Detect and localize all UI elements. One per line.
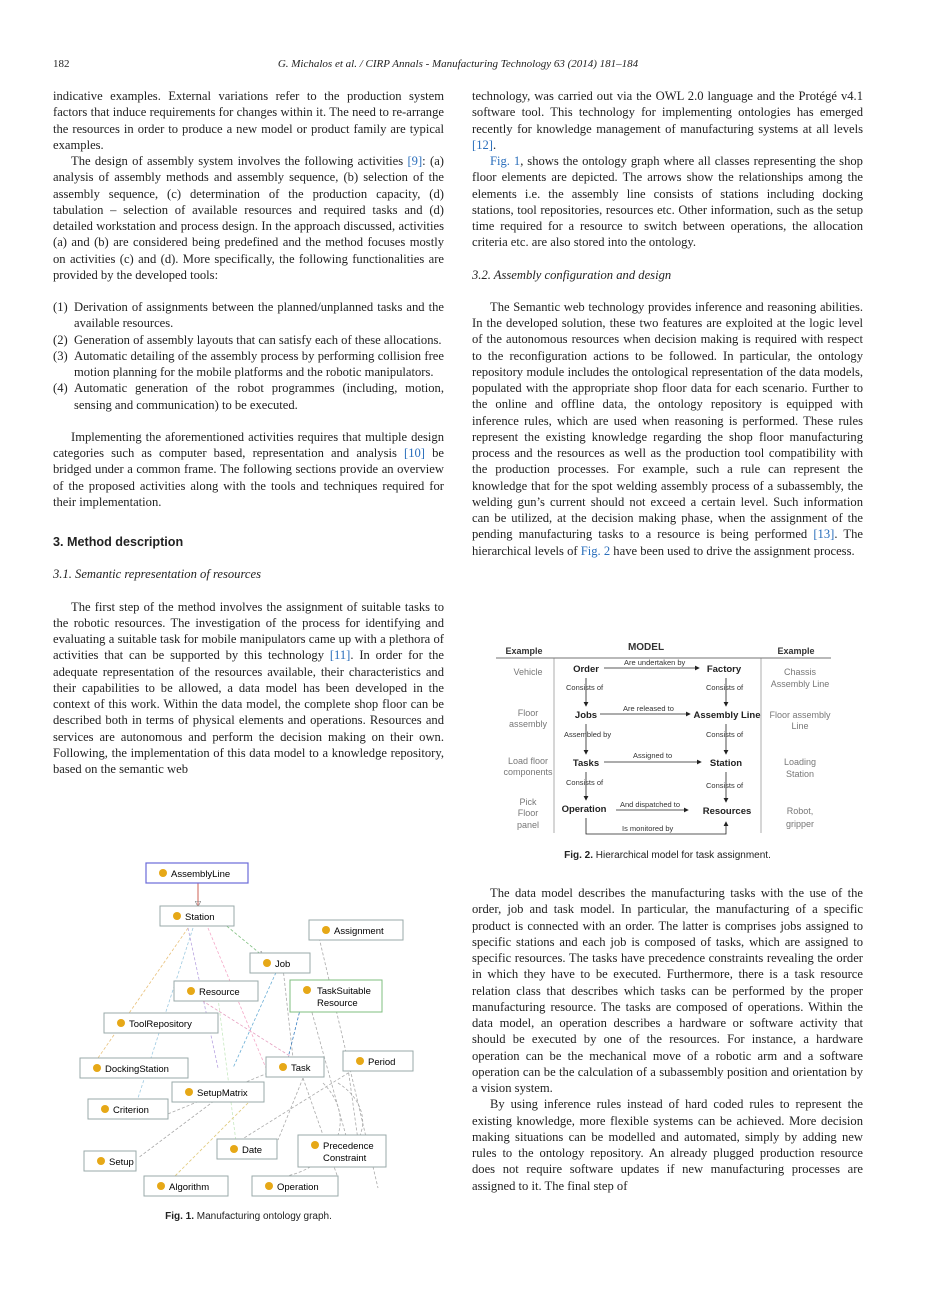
svg-text:Station: Station <box>785 769 815 779</box>
citation-link[interactable]: [11] <box>329 648 351 663</box>
right-column <box>472 88 863 559</box>
citation-link[interactable]: [13] <box>813 527 835 542</box>
svg-text:Assigned to: Assigned to <box>633 751 673 760</box>
svg-text:Assembly Line: Assembly Line <box>770 679 830 689</box>
examples-right <box>769 667 831 829</box>
figure-2-caption: Fig. 2. Hierarchical model for task assignment. <box>564 850 771 861</box>
svg-text:Is monitored by: Is monitored by <box>622 824 674 833</box>
svg-text:Tasks: Tasks <box>572 758 600 769</box>
node-resource[interactable] <box>174 981 258 1001</box>
svg-text:Are undertaken by: Are undertaken by <box>624 658 686 667</box>
node-assemblyline[interactable] <box>146 863 248 883</box>
citation-link[interactable]: [9] <box>407 154 423 168</box>
svg-text:components: components <box>503 767 553 777</box>
node-setup[interactable] <box>84 1151 136 1171</box>
svg-text:Station: Station <box>185 912 215 923</box>
svg-text:Operation: Operation <box>561 804 607 815</box>
svg-text:Date: Date <box>242 1145 263 1156</box>
svg-text:Algorithm: Algorithm <box>169 1182 210 1193</box>
paragraph: technology, was carried out via the OWL 2.0 language and the Protégé v4.1 software tool. This technology for implementing ontologies has emerged recently for knowledge management of manufacturing systems at all levels [12]. <box>472 89 863 152</box>
svg-text:Assembly Line: Assembly Line <box>693 710 761 721</box>
svg-text:Floor: Floor <box>517 808 539 818</box>
node-dockingstation[interactable] <box>80 1058 188 1078</box>
right-column-lower <box>472 885 863 1194</box>
svg-text:Floor: Floor <box>517 708 539 718</box>
paragraph: The first step of the method involves the assignment of suitable tasks to the robotic resources. The investigation of the process for identifying and evaluating a suitable task for mobile manipulators came up with a plethora of activities that can be supported by this technology [11]. In order for the adequate representation of the resources available, their characteristics and their capabilities to be allowed, a data model has been developed in the context of this work. Within the data model, the complete shop floor can be described both in terms of physical elements and operations. Resources and services are autonomous and perform the decision making on their own. Following, the implementation of this data model to a knowledge repository, based on the semantic web <box>53 599 444 776</box>
node-job[interactable] <box>250 953 310 973</box>
section-heading: 3. Method description <box>53 535 184 549</box>
subsection-heading: 3.2. Assembly configuration and design <box>472 267 672 282</box>
svg-text:Example: Example <box>505 646 543 656</box>
figure-link[interactable]: Fig. 1 <box>490 154 521 168</box>
svg-text:And dispatched to: And dispatched to <box>620 800 681 809</box>
node-task[interactable] <box>266 1057 324 1077</box>
list-item: (4) Automatic generation of the robot programmes (including, motion, sensing and communication) to be executed. <box>53 381 444 412</box>
svg-text:Resource: Resource <box>199 987 240 998</box>
svg-text:Line: Line <box>791 721 809 731</box>
svg-text:Constraint: Constraint <box>323 1153 367 1164</box>
examples-left <box>503 667 553 830</box>
citation-link[interactable]: [10] <box>404 446 425 460</box>
svg-text:Resources: Resources <box>702 806 752 817</box>
node-assignment[interactable] <box>309 920 403 940</box>
svg-text:Are released to: Are released to <box>623 704 674 713</box>
svg-text:Robot,: Robot, <box>786 806 814 816</box>
node-date[interactable] <box>217 1139 277 1159</box>
node-tasksuitableresource[interactable] <box>290 980 382 1012</box>
node-setupmatrix[interactable] <box>172 1082 264 1102</box>
svg-text:Criterion: Criterion <box>113 1105 149 1116</box>
node-operation[interactable] <box>252 1176 338 1196</box>
list-item: (2) Generation of assembly layouts that can satisfy each of these allocations. <box>53 332 442 347</box>
svg-text:Operation: Operation <box>277 1182 319 1193</box>
left-column <box>53 88 444 777</box>
page-header <box>53 58 863 72</box>
svg-text:Example: Example <box>777 646 815 656</box>
svg-text:Jobs: Jobs <box>574 710 598 721</box>
svg-text:Consists of: Consists of <box>706 730 744 739</box>
svg-text:Loading: Loading <box>783 757 817 767</box>
svg-text:Assembled by: Assembled by <box>564 730 612 739</box>
subsection-heading: 3.1. Semantic representation of resources <box>53 567 261 582</box>
node-criterion[interactable] <box>88 1099 168 1119</box>
node-toolrepository[interactable] <box>104 1013 218 1033</box>
node-period[interactable] <box>343 1051 413 1071</box>
paragraph: Fig. 1, shows the ontology graph where all classes representing the shop floor elements are depicted. The arrows show the relationships among the elements i.e. the assembly line consists of stations including docking stations, tool repositories, resources etc. Other information, such as the setup time required for a resource to switch between operations, the allocation criteria etc. are also stored into the ontology. <box>472 154 863 250</box>
svg-text:gripper: gripper <box>785 819 815 829</box>
svg-text:Period: Period <box>368 1057 396 1068</box>
svg-text:Precedence: Precedence <box>323 1141 374 1152</box>
ontology-graph-figure <box>78 858 418 1203</box>
svg-text:Job: Job <box>275 959 291 970</box>
svg-text:DockingStation: DockingStation <box>105 1064 169 1075</box>
svg-text:Assignment: Assignment <box>334 926 384 937</box>
figure-link[interactable]: Fig. 2 <box>580 543 611 558</box>
svg-text:Factory: Factory <box>706 664 742 675</box>
svg-text:SetupMatrix: SetupMatrix <box>197 1088 248 1099</box>
journal-citation: G. Michalos et al. / CIRP Annals - Manufacturing Technology 63 (2014) 181–184 <box>277 58 639 70</box>
hierarchical-model-figure <box>496 638 838 838</box>
page-number: 182 <box>53 58 70 70</box>
svg-text:Consists of: Consists of <box>706 781 744 790</box>
paragraph: The design of assembly system involves the following activities [9]: (a) analysis of assembly methods and assembly sequence, (b) selection of the assembly sequence, (c) determination of the production capacity, (d) tabulation – selection of available resources and required tasks and (d) detailed workstation and process design. In the approach discussed, activities (a) and (b) are considered being predefined and the method focuses mostly on activities (c) and (d). More specifically, the following functionalities are provided by the developed tools: <box>53 154 445 282</box>
svg-text:Consists of: Consists of <box>566 778 604 787</box>
paragraph: By using inference rules instead of hard coded rules to represent the existing knowledge, more flexible systems can be achieved. More decision making situations can be modelled and automated, simply by adding new rules to the ontology repository. An already plugged production resource does not require software updates if new manufacturing processes are assigned to it. The final step of <box>472 1097 863 1193</box>
paragraph: The data model describes the manufacturing tasks with the use of the order, job and task model. In particular, the manufacturing of a specific product is connected with an order. The latter is comprises jobs assigned to specific stations and each job is composed of tasks, which are assigned to specific resources. The tasks have precedence constraints revealing the order in which they have to be executed. Furthermore, there is a task resource relation class that describes which tasks can be performed by the proper manufacturing resource. The tasks are composed of operations. Within the data model, an operation describes a hardware or software activity that should be executed by one of the resources. For instance, a hardware operation can be the mechanical move of a robotic arm and a software operation can be the calculation of a subassembly position and orientation by a vision system. <box>472 886 863 1095</box>
svg-text:Resource: Resource <box>317 998 358 1009</box>
svg-text:Pick: Pick <box>519 797 537 807</box>
svg-text:Consists of: Consists of <box>566 683 604 692</box>
svg-text:Chassis: Chassis <box>783 667 817 677</box>
paragraph: The Semantic web technology provides inference and reasoning abilities. In the developed solution, these two features are exploited at the logic level of the autonomous resources when decision making is required with respect to the reconfiguration actions to be followed. In particular, the ontology repository module includes the ontological representation of the data models, populated with the appropriate shop floor data for each scenario. Further to the online and offline data, the ontology repository is equipped with inference rules, which are used when reasoning is performed. These rules represent the existing knowledge regarding the shop floor manufacturing process and the resources as well as the production tool compatibility with the production processes. For example, such a rule can represent the knowledge that for the spot welding assembly process of a subassembly, the welding gun’s current should not exceed a certain level. Such information can be utilized, at the decision making phase, when the assignment of the pending manufacturing tasks to a resource is being performed [13]. The hierarchical levels of Fig. 2 have been used to drive the assignment process. <box>472 299 863 558</box>
node-station[interactable] <box>160 906 234 926</box>
node-precedenceconstraint[interactable] <box>298 1135 386 1167</box>
list-item: (3) Automatic detailing of the assembly process by performing collision free motion planning for the mobile platforms and the robotic manipulators. <box>53 348 444 379</box>
paragraph: Implementing the aforementioned activities requires that multiple design categories such as computer based, representation and analysis [10] be bridged under a common frame. The following sections provide an overview of the proposed activities along with the tools and techniques required for their implementation. <box>53 429 444 509</box>
citation-link[interactable]: [12] <box>472 137 493 152</box>
functionality-list <box>53 299 444 413</box>
svg-text:Floor assembly: Floor assembly <box>769 710 831 720</box>
svg-text:panel: panel <box>516 820 540 830</box>
model-headers <box>505 642 814 656</box>
list-item: (1) Derivation of assignments between the planned/unplanned tasks and the available resources. <box>53 300 444 331</box>
svg-text:Task: Task <box>291 1063 311 1074</box>
paragraph: indicative examples. External variations refer to the production system factors that induce requirements for changes within it. The need to re-arrange the resources in order to produce a new model or product family are typical examples. <box>53 89 444 152</box>
svg-text:Vehicle: Vehicle <box>513 667 543 677</box>
svg-text:AssemblyLine: AssemblyLine <box>171 869 231 880</box>
svg-text:Load floor: Load floor <box>507 756 549 766</box>
svg-text:assembly: assembly <box>508 719 548 729</box>
node-algorithm[interactable] <box>144 1176 228 1196</box>
svg-text:Consists of: Consists of <box>706 683 744 692</box>
figure-1-caption: Fig. 1. Manufacturing ontology graph. <box>165 1211 332 1222</box>
svg-text:MODEL: MODEL <box>627 642 665 653</box>
svg-text:Order: Order <box>573 664 599 675</box>
svg-text:ToolRepository: ToolRepository <box>129 1019 192 1030</box>
svg-text:TaskSuitable: TaskSuitable <box>317 986 371 997</box>
svg-text:Setup: Setup <box>109 1157 134 1168</box>
svg-text:Station: Station <box>709 758 743 769</box>
